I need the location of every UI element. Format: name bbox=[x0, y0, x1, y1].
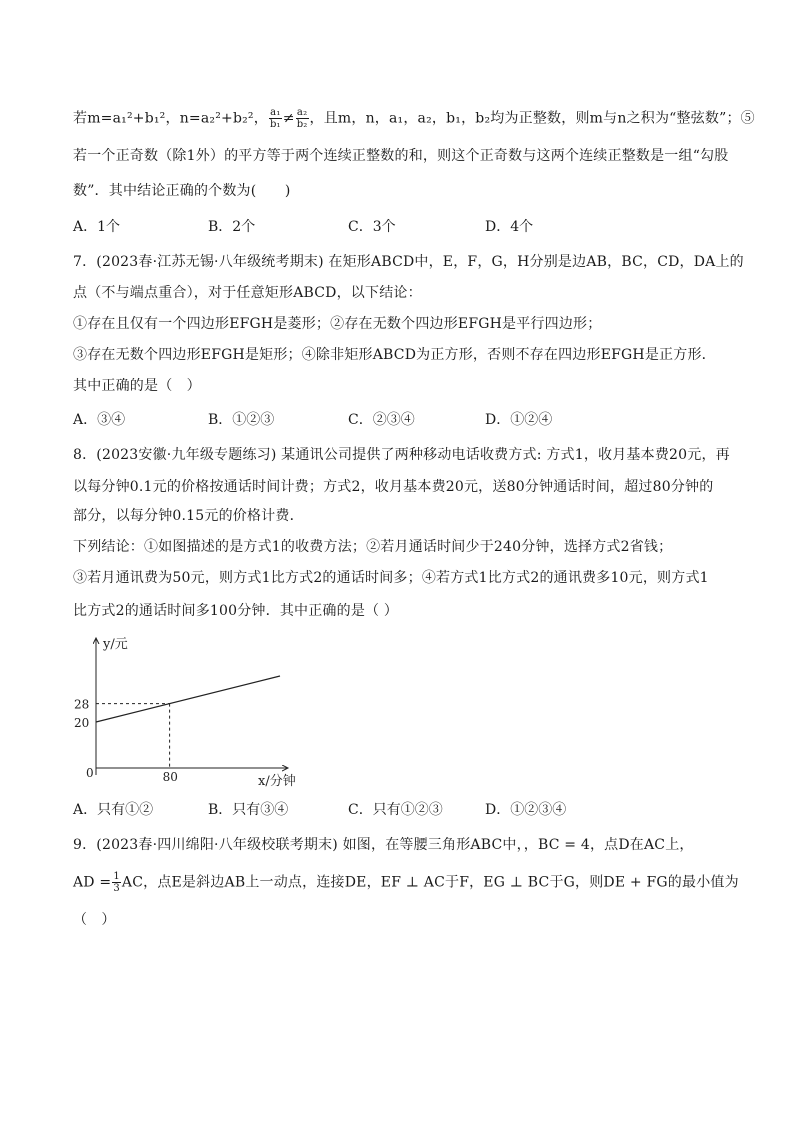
q7-option-c[interactable]: C．②③④ bbox=[348, 412, 415, 428]
q6-option-a[interactable]: A．1个 bbox=[73, 219, 121, 235]
q8-option-b[interactable]: B．只有③④ bbox=[208, 802, 289, 818]
q8-option-d[interactable]: D．①②③④ bbox=[485, 802, 567, 818]
q7-option-d[interactable]: D．①②④ bbox=[485, 412, 553, 428]
q6-option-b[interactable]: B．2个 bbox=[208, 219, 256, 235]
q7-line3: ①存在且仅有一个四边形EFGH是菱形；②存在无数个四边形EFGH是平行四边形； bbox=[73, 316, 602, 332]
y-axis-label: y/元 bbox=[103, 637, 128, 652]
q7-line4: ③存在无数个四边形EFGH是矩形；④除非矩形ABCD为正方形，否则不存在四边形EFGH是正方形． bbox=[73, 347, 716, 363]
y-tick-label-28: 28 bbox=[74, 697, 90, 712]
q6-line1: 若m=a₁²+b₁²，n=a₂²+b₂²， $\frac{\text{a₁}}{\text{b₁}}$ ≠ $\frac{\text{a₂}}{\text{b₂}}$ ，且m，n，a₁，a₂，b₁，b₂均为正整数，则m与n之积为“整弦数”；⑤ bbox=[73, 107, 755, 130]
q8-line4: 下列结论：①如图描述的是方式1的收费方法；②若月通话时间少于240分钟，选择方式2省钱； bbox=[73, 539, 673, 555]
fraction-a2-b2: $\frac{\text{a₂}}{\text{b₂}}$ bbox=[296, 107, 308, 130]
q6-line3: 数”．其中结论正确的个数为( ) bbox=[73, 183, 291, 199]
x-axis-label: x/分钟 bbox=[258, 774, 296, 789]
q7-line1: 7．(2023春·江苏无锡·八年级统考期末) 在矩形ABCD中，E，F，G，H分别是边AB，BC，CD，DA上的 bbox=[73, 254, 744, 270]
q7-line5: 其中正确的是（ ） bbox=[73, 378, 201, 394]
q8-fee-graph bbox=[70, 630, 310, 790]
q7-line2: 点（不与端点重合），对于任意矩形ABCD，以下结论： bbox=[73, 285, 422, 301]
q8-line2: 以每分钟0.1元的价格按通话时间计费；方式2，收月基本费20元，送80分钟通话时间，超过80分钟的 bbox=[73, 479, 714, 495]
q8-line6: 比方式2的通话时间多100分钟．其中正确的是（ ） bbox=[73, 603, 399, 619]
q8-line3: 部分，以每分钟0.15元的价格计费． bbox=[73, 508, 304, 524]
q6-line2: 若一个正奇数（除1外）的平方等于两个连续正整数的和，则这个正奇数与这两个连续正整数是一组“勾股 bbox=[73, 148, 729, 164]
q6-option-d[interactable]: D．4个 bbox=[485, 219, 534, 235]
x-tick-label-80: 80 bbox=[162, 770, 178, 784]
q9-line3: （ ） bbox=[73, 912, 116, 928]
y-tick-label-20: 20 bbox=[74, 716, 90, 730]
q8-option-c[interactable]: C．只有①②③ bbox=[348, 802, 443, 818]
series-line-1 bbox=[96, 676, 280, 722]
fraction-a1-b1: $\frac{\text{a₁}}{\text{b₁}}$ bbox=[269, 107, 281, 130]
fraction-one-third: $\frac{1}{3}$ bbox=[113, 871, 120, 894]
q8-option-a[interactable]: A．只有①② bbox=[73, 802, 154, 818]
q8-line5: ③若月通讯费为50元，则方式1比方式2的通话时间多；④若方式1比方式2的通讯费多10元，则方式1 bbox=[73, 570, 709, 586]
q9-line1: 9．(2023春·四川绵阳·八年级校联考期末) 如图，在等腰三角形ABC中，，BC = 4，点D在AC上， bbox=[73, 837, 694, 853]
q8-line1: 8．(2023安徽·九年级专题练习) 某通讯公司提供了两种移动电话收费方式: 方式1，收月基本费20元，再 bbox=[73, 447, 730, 463]
q7-option-a[interactable]: A．③④ bbox=[73, 412, 126, 428]
q7-option-b[interactable]: B．①②③ bbox=[208, 412, 275, 428]
q9-line2: AD = $\frac{1}{3}$ AC，点E是斜边AB上一动点，连接DE，EF ⊥ AC于F，EG ⊥ BC于G，则DE + FG的最小值为 bbox=[73, 871, 739, 894]
q6-option-c[interactable]: C．3个 bbox=[348, 219, 396, 235]
origin-label: 0 bbox=[86, 766, 94, 780]
